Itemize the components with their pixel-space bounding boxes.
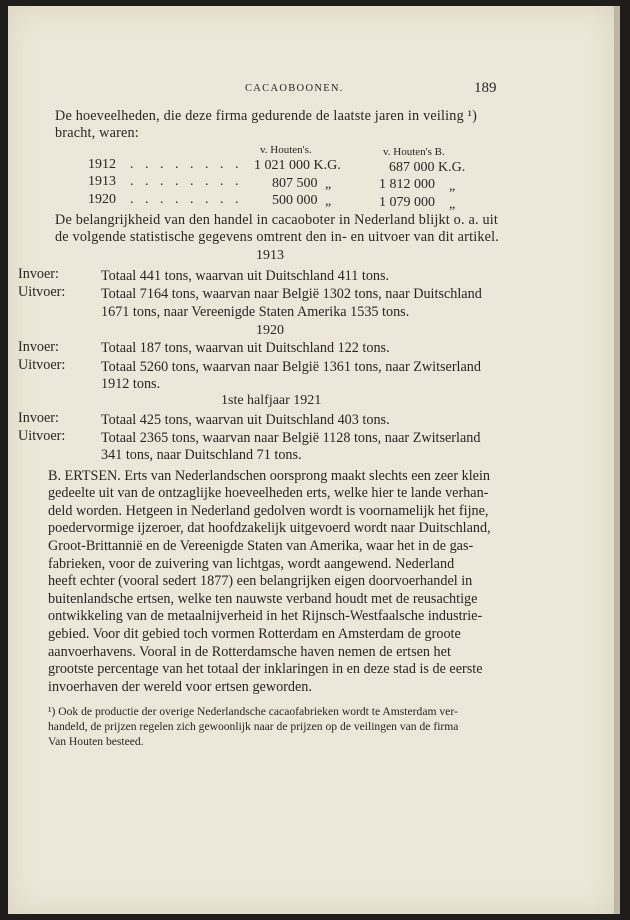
row-ditto-2: „ bbox=[449, 179, 456, 194]
paragraph-line: invoerhaven der wereld voor ertsen geworden. bbox=[48, 679, 312, 695]
uitvoer-text-2: 1671 tons, naar Vereenigde Staten Amerika 1535 tons. bbox=[101, 304, 410, 320]
invoer-label: Invoer: bbox=[18, 266, 59, 282]
uitvoer-label: Uitvoer: bbox=[18, 357, 66, 373]
row-dots: . . . . . . . . bbox=[130, 174, 243, 189]
paragraph-line: deld worden. Hetgeen in Nederland gedolven wordt is voornamelijk het fijne, bbox=[48, 503, 489, 519]
table-col1-head: v. Houten's. bbox=[260, 144, 312, 156]
row-value-1: 500 000 bbox=[272, 193, 318, 208]
row-dots: . . . . . . . . bbox=[130, 157, 243, 172]
row-year: 1913 bbox=[88, 174, 116, 189]
stats-intro-line-1: De belangrijkheid van den handel in cacaoboter in Nederland blijkt o. a. uit bbox=[55, 212, 499, 228]
row-value-1: 807 500 bbox=[272, 176, 318, 191]
paragraph-line: buitenlandsche ertsen, welke ten nauwste verband houdt met de reusachtige bbox=[48, 591, 478, 607]
paragraph-line: heeft echter (vooral sedert 1877) een belangrijken eigen doorvoerhandel in bbox=[48, 573, 473, 589]
row-ditto-1: „ bbox=[325, 194, 332, 209]
invoer-text: Totaal 425 tons, waarvan uit Duitschland 403 tons. bbox=[101, 412, 390, 428]
paragraph-line: B. ERTSEN. Erts van Nederlandschen oorsprong maakt slechts een zeer klein bbox=[48, 468, 490, 484]
year-heading: 1ste halfjaar 1921 bbox=[221, 393, 322, 408]
paragraph-line: grootste percentage van het totaal der inklaringen in en deze stad is de eerste bbox=[48, 661, 483, 677]
row-value-2: 1 079 000 bbox=[379, 195, 435, 210]
uitvoer-text-1: Totaal 2365 tons, waarvan naar België 1128 tons, naar Zwitserland bbox=[101, 430, 481, 446]
paragraph-line: fabrieken, voor de zuivering van lichtgas, wordt aangewend. Nederland bbox=[48, 556, 455, 572]
invoer-text: Totaal 441 tons, waarvan uit Duitschland 411 tons. bbox=[101, 268, 390, 284]
uitvoer-text-2: 341 tons, naar Duitschland 71 tons. bbox=[101, 447, 302, 463]
invoer-label: Invoer: bbox=[18, 339, 59, 355]
invoer-text: Totaal 187 tons, waarvan uit Duitschland 122 tons. bbox=[101, 340, 390, 356]
paragraph-line: Groot-Brittannië en de Vereenigde Staten van Amerika, waar het in de gas- bbox=[48, 538, 474, 554]
paragraph-line: gebied. Voor dit gebied toch vormen Rotterdam en Amsterdam de groote bbox=[48, 626, 461, 642]
row-value-1: 1 021 000 K.G. bbox=[254, 158, 341, 173]
intro-line-1: De hoeveelheden, die deze firma gedurende de laatste jaren in veiling ¹) bbox=[55, 108, 478, 124]
intro-line-2: bracht, waren: bbox=[55, 125, 139, 141]
running-head: CACAOBOONEN. bbox=[245, 83, 344, 94]
footnote-line: Van Houten besteed. bbox=[48, 735, 144, 748]
row-ditto-2: „ bbox=[449, 197, 456, 212]
uitvoer-text-1: Totaal 7164 tons, waarvan naar België 1302 tons, naar Duitschland bbox=[101, 286, 482, 302]
table-col2-head: v. Houten's B. bbox=[383, 146, 445, 158]
footnote-line: handeld, de prijzen regelen zich gewoonlijk naar de prijzen op de veilingen van de firma bbox=[48, 720, 459, 733]
paragraph-line: gedeelte uit van de ontzaglijke hoeveelheden erts, welke hier te lande verhan- bbox=[48, 485, 489, 501]
book-page bbox=[8, 6, 620, 914]
year-heading: 1920 bbox=[256, 323, 284, 338]
row-dots: . . . . . . . . bbox=[130, 192, 243, 207]
uitvoer-text-2: 1912 tons. bbox=[101, 376, 161, 392]
paragraph-line: poedervormige ijzeroer, dat hoofdzakelijk uitgevoerd wordt naar Duitschland, bbox=[48, 520, 491, 536]
row-value-2: 1 812 000 bbox=[379, 177, 435, 192]
row-value-2: 687 000 K.G. bbox=[389, 160, 466, 175]
footnote-line: ¹) Ook de productie der overige Nederlandsche cacaofabrieken wordt te Amsterdam ver- bbox=[48, 705, 458, 718]
invoer-label: Invoer: bbox=[18, 410, 59, 426]
uitvoer-text-1: Totaal 5260 tons, waarvan naar België 1361 tons, naar Zwitserland bbox=[101, 359, 481, 375]
uitvoer-label: Uitvoer: bbox=[18, 428, 66, 444]
page-number: 189 bbox=[474, 80, 497, 96]
paragraph-line: aanvoerhavens. Vooral in de Rotterdamsche haven nemen de ertsen het bbox=[48, 644, 451, 660]
stats-intro-line-2: de volgende statistische gegevens omtrent den in- en uitvoer van dit artikel. bbox=[55, 229, 500, 245]
paragraph-line: ontwikkeling van de metaalnijverheid in het Rijnsch-Westfaalsche industrie- bbox=[48, 608, 483, 624]
row-year: 1912 bbox=[88, 157, 116, 172]
year-heading: 1913 bbox=[256, 248, 284, 263]
row-year: 1920 bbox=[88, 192, 116, 207]
row-ditto-1: „ bbox=[325, 177, 332, 192]
uitvoer-label: Uitvoer: bbox=[18, 284, 66, 300]
